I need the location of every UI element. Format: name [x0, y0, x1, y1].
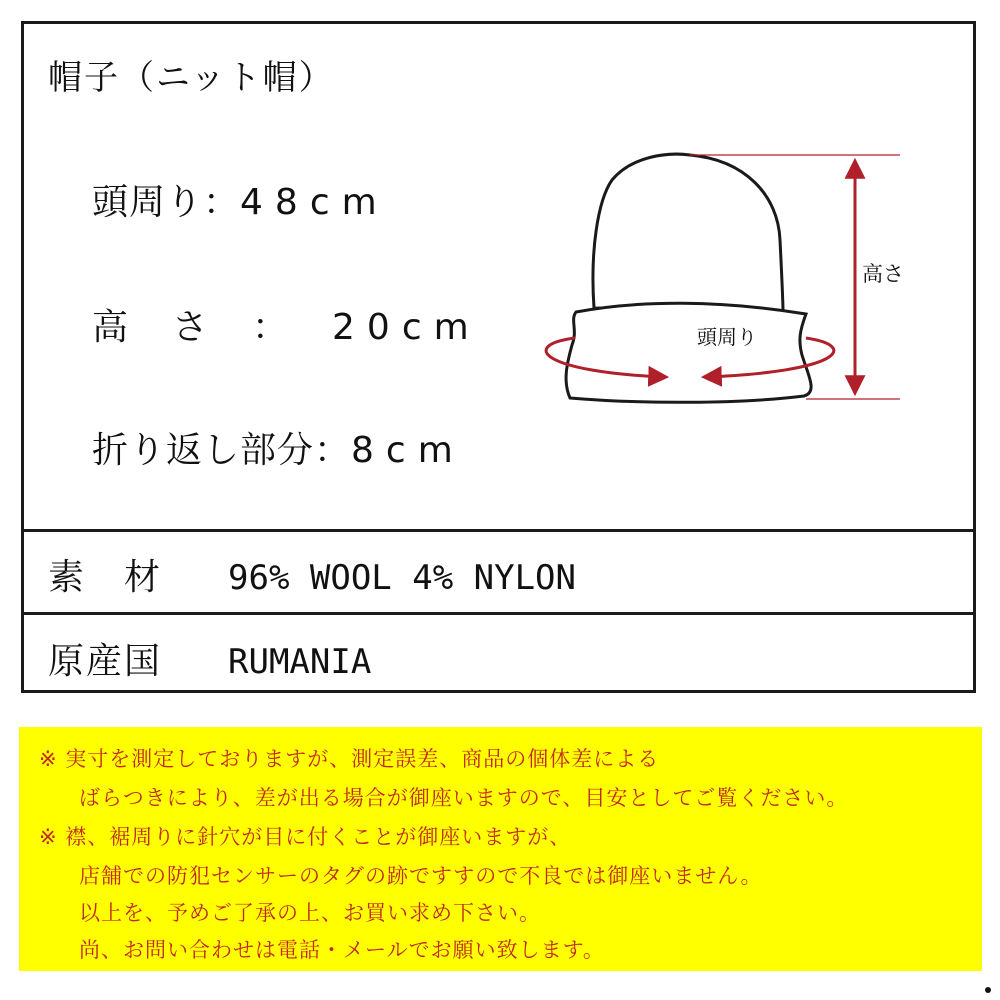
- hat-cuff: [566, 303, 811, 402]
- notice-line: 尚、お問い合わせは電話・メールでお願い致します。: [79, 938, 605, 962]
- circumference-value: 48cm: [240, 182, 389, 223]
- material-value: 96% WOOL 4% NYLON: [228, 558, 576, 598]
- notice-line: ※ 襟、裾周りに針穴が目に付くことが御座いますが、: [39, 825, 572, 849]
- notice-box: [19, 727, 982, 971]
- height-value: 20cm: [332, 307, 481, 348]
- height-label: 高さ：: [92, 307, 333, 348]
- material-label: 素材: [48, 557, 201, 598]
- diagram-height-label: 高さ: [862, 262, 904, 286]
- diagram-circumference-label: 頭周り: [697, 325, 757, 349]
- hat-crown: [593, 154, 783, 312]
- fold-value: 8cm: [351, 430, 465, 471]
- corner-dot: [985, 987, 991, 993]
- product-title: 帽子（ニット帽）: [48, 58, 335, 98]
- origin-label: 原産国: [48, 641, 163, 682]
- notice-line: 以上を、予めご了承の上、お買い求め下さい。: [79, 901, 541, 925]
- origin-value: RUMANIA: [228, 642, 372, 682]
- notice-line: 店舗での防犯センサーのタグの跡ですすので不良では御座いません。: [79, 864, 763, 888]
- notice-line: ばらつきにより、差が出る場合が御座いますので、目安としてご覧ください。: [79, 786, 849, 810]
- fold-label: 折り返し部分：: [92, 430, 352, 471]
- circumference-label: 頭周り：: [92, 182, 241, 223]
- notice-line: ※ 実寸を測定しておりますが、測定誤差、商品の個体差による: [39, 747, 660, 771]
